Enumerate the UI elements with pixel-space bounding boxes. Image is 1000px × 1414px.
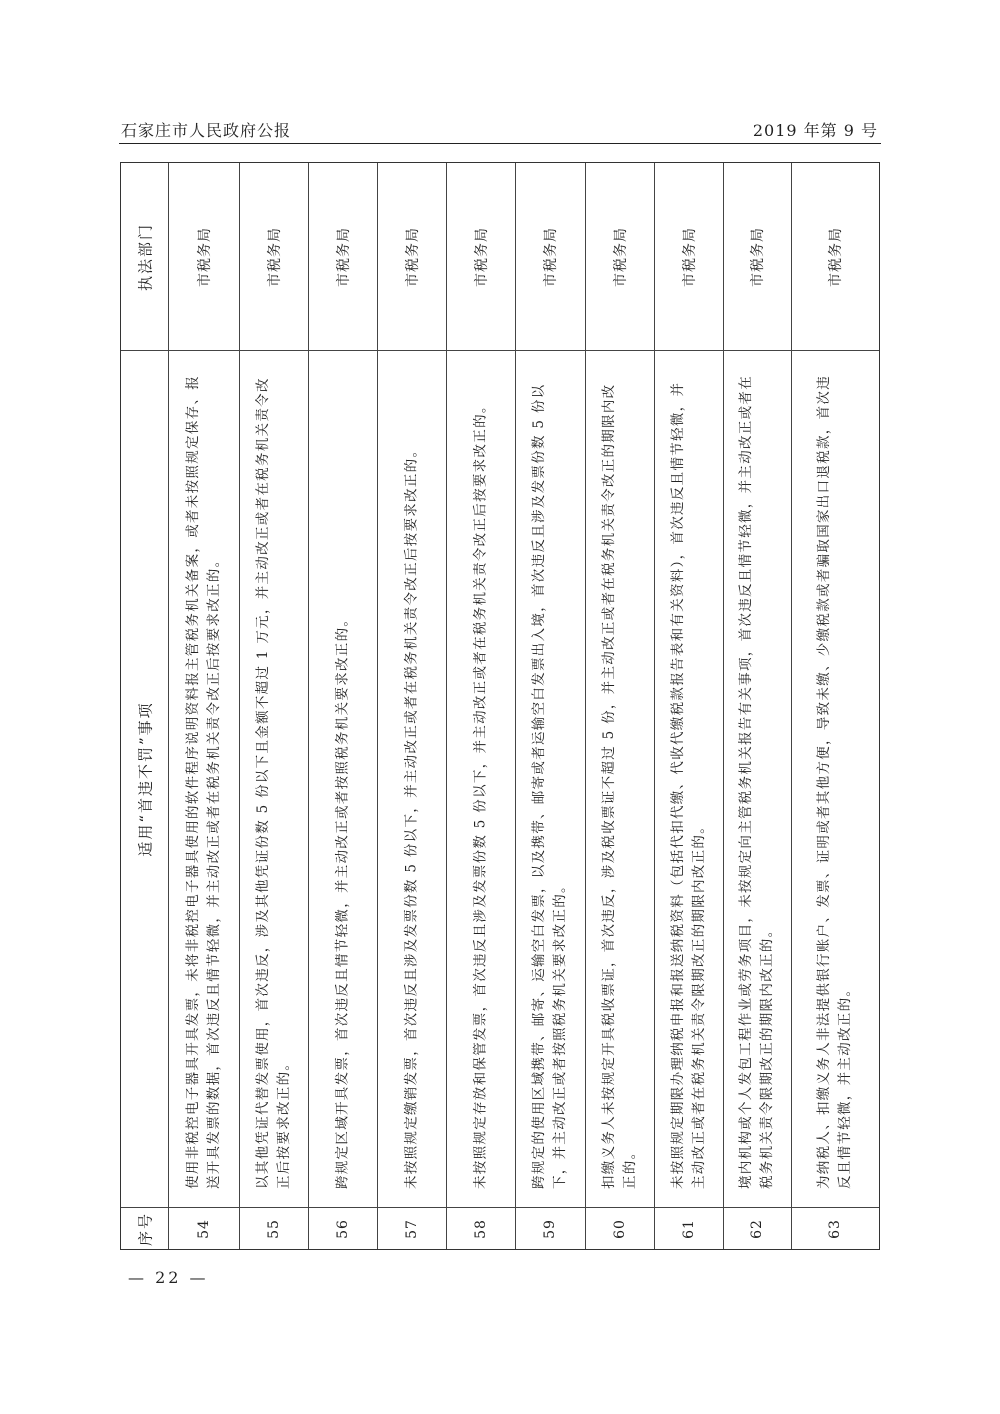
row-dept: 市税务局 bbox=[612, 226, 629, 287]
header-item: 适用“首违不罚”事项 bbox=[136, 700, 154, 857]
row-item: 为纳税人、扣缴义务人非法提供银行账户、发票、证明或者其他方便，导致未缴、少缴税款或者骗取国家出口退税款，首次违反且情节轻微，并主动改正的。 bbox=[816, 374, 853, 1189]
row-no: 54 bbox=[195, 1219, 212, 1239]
header-no: 序号 bbox=[136, 1211, 154, 1247]
row-item-cell bbox=[377, 350, 446, 1207]
row-dept-cell bbox=[446, 163, 515, 350]
row-dept: 市税务局 bbox=[828, 226, 844, 287]
row-no-cell bbox=[168, 1207, 239, 1251]
row-no-cell bbox=[654, 1207, 723, 1251]
row-item: 跨规定的使用区域携带、邮寄、运输空白发票，以及携带、邮寄或者运输空白发票出入境，首次违反且涉及发票份数 5 份以下，并主动改正或者按照税务机关要求改正的。 bbox=[531, 383, 568, 1189]
row-item: 跨规定区域开具发票，首次违反且情节轻微，并主动改正或者按照税务机关要求改正的。 bbox=[334, 611, 350, 1189]
row-item: 以其他凭证代替发票使用，首次违反，涉及其他凭证份数 5 份以下且金额不超过 1 万元，并主动改正或者在税务机关责令改正后按要求改正的。 bbox=[254, 376, 292, 1189]
row-dept-cell bbox=[377, 163, 446, 350]
row-no-cell bbox=[239, 1207, 308, 1251]
row-no: 60 bbox=[611, 1219, 628, 1239]
row-no: 61 bbox=[680, 1219, 697, 1239]
row-no-cell bbox=[585, 1207, 654, 1251]
row-no: 59 bbox=[542, 1219, 558, 1239]
row-item: 未按照规定缴销发票，首次违反且涉及发票份数 5 份以下，并主动改正或者在税务机关责令改正后按要求改正的。 bbox=[403, 442, 419, 1189]
row-dept-cell bbox=[654, 163, 723, 350]
row-item: 未按照规定期限办理纳税申报和报送纳税资料（包括代扣代缴、代收代缴税款报告表和有关资料），首次违反且情节轻微，并主动改正或者在税务机关责令限期改正的期限内改正的。 bbox=[669, 381, 707, 1189]
row-no-cell bbox=[446, 1207, 515, 1251]
row-dept-cell bbox=[239, 163, 308, 350]
row-no: 63 bbox=[827, 1219, 843, 1239]
publication-title: 石家庄市人民政府公报 bbox=[121, 121, 292, 140]
row-item-cell bbox=[585, 350, 654, 1207]
row-dept: 市税务局 bbox=[335, 226, 352, 287]
row-dept: 市税务局 bbox=[681, 226, 698, 287]
row-dept-cell bbox=[168, 163, 239, 350]
row-dept-cell bbox=[723, 163, 791, 350]
row-dept: 市税务局 bbox=[473, 226, 490, 287]
row-item-cell bbox=[446, 350, 515, 1207]
row-dept-cell bbox=[791, 163, 879, 350]
row-no-cell bbox=[515, 1207, 585, 1251]
row-item: 境内机构或个人发包工程作业或劳务项目，未按规定向主管税务机关报告有关事项，首次违反且情节轻微，并主动改正或者在税务机关责令限期改正的期限内改正的。 bbox=[738, 374, 775, 1189]
header-no-cell bbox=[121, 1207, 168, 1251]
row-item-cell bbox=[791, 350, 879, 1207]
header-dept-cell bbox=[121, 163, 168, 350]
row-item-cell bbox=[515, 350, 585, 1207]
row-no: 58 bbox=[472, 1219, 489, 1239]
row-no-cell bbox=[308, 1207, 377, 1251]
row-item: 使用非税控电子器具开具发票，未将非税控电子器具使用的软件程序说明资料报主管税务机关备案，或者未按照规定保存、报送开具发票的数据，首次违反且情节轻微，并主动改正或者在税务机关责令改正后按要求改正的。 bbox=[184, 374, 222, 1189]
row-dept: 市税务局 bbox=[543, 226, 559, 287]
row-item-cell bbox=[168, 350, 239, 1207]
row-item-cell bbox=[308, 350, 377, 1207]
row-no: 55 bbox=[265, 1219, 282, 1239]
penalty-exemption-table bbox=[120, 162, 880, 1250]
row-no: 57 bbox=[403, 1219, 420, 1239]
row-dept-cell bbox=[585, 163, 654, 350]
row-dept-cell bbox=[515, 163, 585, 350]
row-item: 未按照规定存放和保管发票，首次违反且涉及发票份数 5 份以下，并主动改正或者在税务机关责令改正后按要求改正的。 bbox=[472, 397, 488, 1189]
header-rule bbox=[119, 143, 881, 144]
row-dept: 市税务局 bbox=[404, 226, 421, 287]
row-no-cell bbox=[377, 1207, 446, 1251]
row-item: 扣缴义务人未按规定开具税收票证，首次违反，涉及税收票证不超过 5 份，并主动改正或者在税务机关责令改正的期限内改正的。 bbox=[600, 383, 638, 1189]
row-item-cell bbox=[654, 350, 723, 1207]
row-item-cell bbox=[723, 350, 791, 1207]
row-dept: 市税务局 bbox=[750, 226, 766, 287]
row-dept-cell bbox=[308, 163, 377, 350]
row-no: 62 bbox=[749, 1219, 765, 1239]
header-dept: 执法部门 bbox=[136, 222, 154, 291]
header-item-cell bbox=[121, 350, 168, 1207]
issue-number: 2019 年第 9 号 bbox=[752, 121, 878, 140]
row-dept: 市税务局 bbox=[266, 226, 283, 287]
row-item-cell bbox=[239, 350, 308, 1207]
row-dept: 市税务局 bbox=[196, 226, 213, 287]
page-number: — 22 — bbox=[128, 1268, 209, 1287]
row-no-cell bbox=[791, 1207, 879, 1251]
row-no-cell bbox=[723, 1207, 791, 1251]
row-no: 56 bbox=[334, 1219, 351, 1239]
